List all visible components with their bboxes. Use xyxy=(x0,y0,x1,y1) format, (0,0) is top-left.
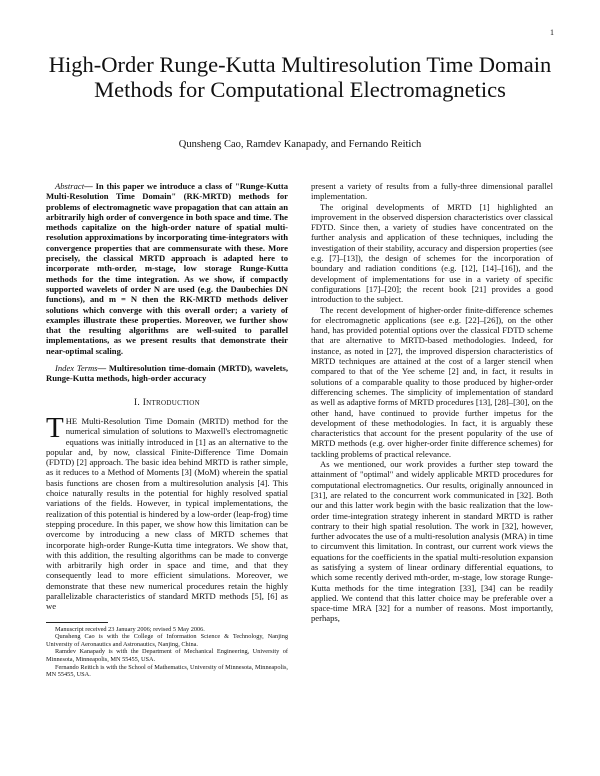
drop-cap: T xyxy=(46,411,64,444)
footnote-author-cao: Qunsheng Cao is with the College of Information Science & Technology, Nanjing University of Aeronautics and Astronautics, Nanjing, China. xyxy=(46,633,288,648)
body-paragraph: As we mentioned, our work provides a further step toward the attainment of "optimal" and widely applicable MRTD procedures for computational electromagnetics. Our results, originally announced in [31], are related to the concurrent work communicated in [32]. Both our and this latter work begin with the basic realization that the low-order time-integration strategy inherent in standard MRTD is rather contrary to their high spatial resolution. The work in [32], however, further advocates the use of a multi-resolution analysis (MRA) in time to circumvent this limitation. In contrast, our current work views the equations for the coefficients in the spatial multi-resolution expansion as satisfying a system of linear ordinary differential equations, to which some recently derived mth-order, m-stage, low storage Runge-Kutta methods for the time integration [33], [34] can be readily applied. We contend that this latter choice may be preferable over a space-time MRA [32] for a number of reasons. Most importantly, perhaps, xyxy=(311,459,553,624)
body-paragraph: The original developments of MRTD [1] highlighted an improvement in the observed dispersion characteristics over classical FDTD. Since then, a variety of studies have concentrated on the further analysis and application of these techniques, including the investigation of their stability, accuracy and dispersion properties (see e.g. [7]–[13]), the design of schemes for the incorporation of boundary and radiation conditions (e.g. [12], [14]–[16]), and the development of implementations for use in a variety of specific configurations [17]–[20]; the recent book [21] provides a good introduction to the subject. xyxy=(311,201,553,305)
left-column xyxy=(46,181,288,679)
index-terms-label: Index Terms xyxy=(55,363,98,374)
footnote-author-reitich: Fernando Reitich is with the School of Mathematics, University of Minnesota, Minneapolis, MN 55455, USA. xyxy=(46,663,288,679)
page-number: 1 xyxy=(550,28,554,37)
footnote-rule xyxy=(46,622,108,623)
abstract xyxy=(46,181,288,356)
section-heading-introduction: I. Introduction xyxy=(134,397,200,408)
footnote-author-kanapady: Ramdev Kanapady is with the Department of Mechanical Engineering, University of Minnesota, Minneapolis, MN 55455, USA. xyxy=(46,648,288,663)
index-terms xyxy=(46,363,288,384)
right-column xyxy=(311,181,553,624)
intro-paragraph xyxy=(46,411,288,612)
intro-text: HE Multi-Resolution Time Domain (MRTD) method for the numerical simulation of solutions to Maxwell's electromagnetic equations was initially introduced in [1] as an alternative to the popular and, by now, classical Finite-Difference Time Domain (FDTD) [2] approach. The basic idea behind MRTD is rather simple, as it reduces to a Method of Moments [3] (MoM) wherein the spatial basis functions are chosen from a multiresolution analysis [4]. This choice naturally results in the potential for highly resolved spatial variations of the fields. However, in typical implementations, the realization of this potential is hindered by a low-order (leap-frog) time stepping procedure. In this paper, we show how this limitation can be overcome by introducing a new class of MRTD schemes that incorporate high-order Runge-Kutta time integrators. We show that, with this addition, the resulting algorithms can be made to converge with arbitrarily high order in space and time, and that they consequently lead to more efficient simulations. Moreover, we demonstrate that these new numerical procedures retain the highly parallelizable characteristics of standard MRTD methods [5], [6] as we xyxy=(46,415,288,612)
body-paragraph: The recent development of higher-order finite-difference schemes for electromagnetic applications (see e.g. [22]–[26]), on the other hand, has provided potential options over the classical FDTD scheme that are alternative to MRTD-based methodologies. Indeed, for instance, as noted in [27], the improved dispersion characteristics of MRTD techniques are attained at the cost of a larger stencil when compared to that of the Yee scheme [2] and, in fact, it results in solutions of a comparable quality to those produced by higher-order differencing schemes. The simplicity of implementation of standard as well as adaptive forms of MRTD procedures [13], [28]–[30], on the other hand, have continued to provide further impetus for the development of these methodologies. In fact, it is arguably these characteristics that account for the present popularity of the use of MRTD methods (e.g. over higher-order finite difference schemes) for tackling problems of practical relevance. xyxy=(311,304,553,459)
author-list: Qunsheng Cao, Ramdev Kanapady, and Fernando Reitich xyxy=(178,139,422,150)
body-paragraph: present a variety of results from a fully-three dimensional parallel implementation. xyxy=(311,181,553,202)
footnote-manuscript: Manuscript received 23 January 2006; revised 5 May 2006. xyxy=(55,625,205,633)
paper-title: High-Order Runge-Kutta Multiresolution Time Domain Methods for Computational Electromagnetics xyxy=(48,52,552,102)
index-terms-text: — Multiresolution time-domain (MRTD), wavelets, Runge-Kutta methods, high-order accuracy xyxy=(46,363,288,384)
abstract-label: Abstract xyxy=(55,181,85,191)
abstract-text: — In this paper we introduce a class of "Runge-Kutta Multi-Resolution Time Domain" (RK-MRTD) methods for problems of electromagnetic wave propagation that can attain an arbitrarily high order of convergence in both space and time. The methods capitalize on the high-order nature of spatial multi-resolution approximations by incorporating time-integrators with convergence properties that are commensurate with these. More precisely, the classical MRTD approach is adapted here to incorporate mth-order, m-stage, low storage Runge-Kutta methods for the time integration. As we show, if compactly supported wavelets of order N are used (e.g. the Daubechies DN functions), and m = N then the RK-MRTD methods deliver solutions which converge with this overall order; a variety of examples illustrate these properties. Moreover, we further show that the resulting algorithms are well-suited to parallel implementations, as we present results that demonstrate their near-optimal scaling. xyxy=(46,181,288,356)
